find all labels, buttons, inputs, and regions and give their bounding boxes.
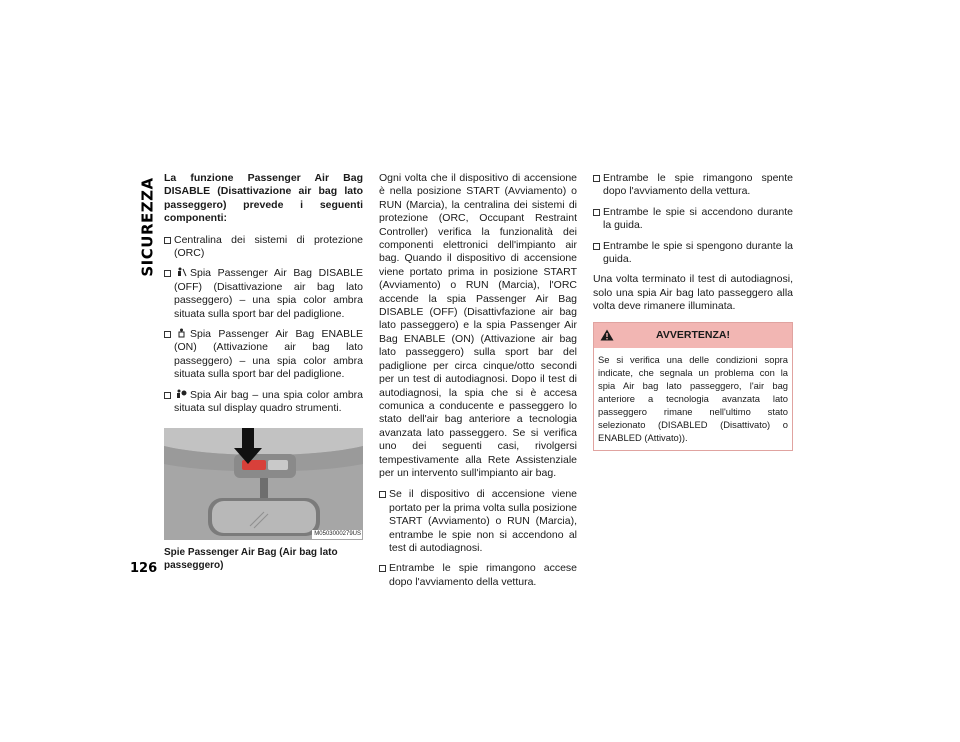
list-item xyxy=(164,267,363,321)
section-tab xyxy=(137,172,159,282)
bullet-box-icon xyxy=(379,565,386,572)
bullet-box-icon xyxy=(593,243,600,250)
image-code: M0503000279US xyxy=(314,530,361,537)
list-item-text: Centralina dei sistemi di protezione (ORC) xyxy=(174,233,363,260)
airbag-off-indicator-icon xyxy=(176,267,187,277)
list-item-text: Spia Air bag – una spia color ambra situata sul display quadro strumenti. xyxy=(174,388,363,415)
bullet-box-icon xyxy=(164,270,171,277)
list-item xyxy=(164,328,363,382)
list-item-text: Se il dispositivo di accensione viene portato per la prima volta sulla posizione START (Avviamento) o RUN (Marcia), entrambe le spie non si accendono al test di autodiagnosi. xyxy=(389,488,577,554)
section-title: SICUREZZA xyxy=(139,177,158,277)
warning-header xyxy=(594,323,792,348)
warning-text: Se si verifica una delle condizioni sopra indicate, che segnala un problema con la spia Air bag lato passeggero, l'air bag anteriore a tecnologia avanzata lato passeggero rimane nell'ultimo stato selezionato (DISABLED (Disattivato) o ENABLED (Attivato)). xyxy=(598,353,788,443)
intro-paragraph: La funzione Passenger Air Bag DISABLE (Disattivazione air bag lato passeggero) prevede i seguenti componenti: xyxy=(164,172,363,225)
bullet-box-icon xyxy=(164,331,171,338)
list-item xyxy=(164,389,363,416)
airbag-on-indicator-icon xyxy=(176,328,187,338)
column-1 xyxy=(164,172,363,572)
list-item xyxy=(164,234,363,261)
warning-box xyxy=(593,322,793,451)
column-2 xyxy=(379,172,577,596)
figure-caption: Spie Passenger Air Bag (Air bag lato passeggero) xyxy=(164,546,338,571)
list-item-text: Entrambe le spie si accendono durante la guida. xyxy=(603,205,793,232)
bullet-box-icon xyxy=(164,237,171,244)
page-number: 126 xyxy=(130,561,158,576)
list-item xyxy=(593,172,793,199)
list-item xyxy=(593,206,793,233)
list-item xyxy=(593,240,793,267)
list-item-text: Spia Passenger Air Bag ENABLE (ON) (Attivazione air bag lato passeggero) – una spia color ambra situata sulla sport bar del padiglione. xyxy=(174,328,363,381)
airbag-indicator-photo xyxy=(164,428,363,540)
list-item-text: Entrambe le spie rimangono spente dopo l'avviamento della vettura. xyxy=(603,172,793,198)
list-item xyxy=(379,488,577,555)
list-item xyxy=(379,562,577,589)
airbag-warning-icon xyxy=(176,389,187,399)
body-paragraph: Ogni volta che il dispositivo di accensione è nella posizione START (Avviamento) o RUN (Marcia), la centralina dei sistemi di protezione (ORC, Occupant Restraint Controller) verifica la funzionalità dei componenti elettronici dell'impianto air bag. Quando il dispositivo di accensione viene portato prima in posizione START (Avviamento) o RUN (Marcia), l'ORC accende la spia Passenger Air Bag DISABLE (OFF) (Disattivfazione air bag lato passeggero) e la spia Passenger Air Bag ENABLE (ON) (Attivazione air bag lato passeggero) sulla sport bar del padiglione per circa cinque/otto secondi per un test di autodiagnosi. Dopo il test di autodiagnosi, la spia che si è accesa comunica a conducente e passeggero lo stato dell'air bag anteriore a tecnologia avanzata lato passeggero. Se si verifica uno dei seguenti casi, rivolgersi tempestivamente alla Rete Assistenziale per un intervento sull'impianto air bag. xyxy=(379,172,577,479)
bullet-box-icon xyxy=(164,392,171,399)
warning-title: AVVERTENZA! xyxy=(656,328,730,341)
list-item-text: Entrambe le spie si spengono durante la guida. xyxy=(603,239,793,266)
list-item-text: Entrambe le spie rimangono accese dopo l'avviamento della vettura. xyxy=(389,562,577,588)
warning-triangle-icon xyxy=(600,329,614,341)
column-3 xyxy=(593,172,793,451)
body-paragraph: Una volta terminato il test di autodiagnosi, solo una spia Air bag lato passeggero alla volta deve rimanere illuminata. xyxy=(593,273,793,313)
bullet-box-icon xyxy=(593,175,600,182)
bullet-box-icon xyxy=(379,491,386,498)
bullet-box-icon xyxy=(593,209,600,216)
list-item-text: Spia Passenger Air Bag DISABLE (OFF) (Disattivazione air bag lato passeggero) – una spia color ambra situata sulla sport bar del padiglione. xyxy=(174,267,363,320)
